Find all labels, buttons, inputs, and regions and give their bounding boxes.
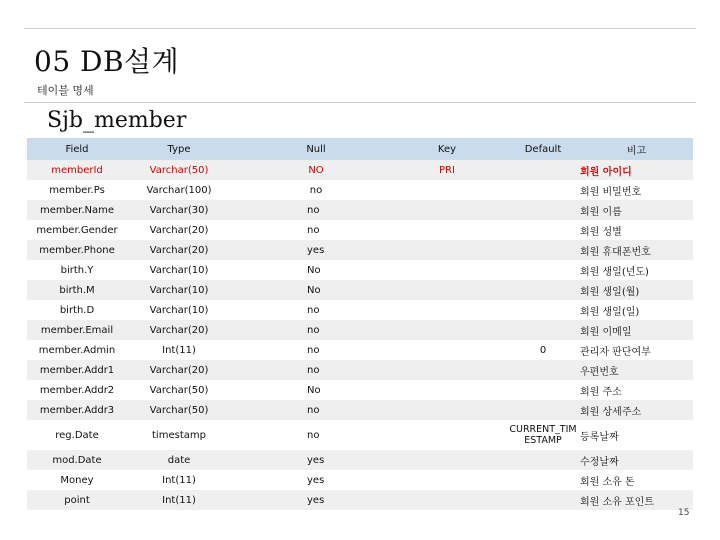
remarks-cell: 회원 상세주소	[580, 406, 642, 418]
type-cell: date	[167, 454, 191, 466]
header-key: Key	[437, 143, 457, 155]
table-header-row	[27, 138, 693, 160]
key-cell	[401, 340, 493, 360]
default-cell	[493, 470, 593, 490]
table-row	[27, 400, 693, 420]
null-cell: no	[309, 184, 323, 196]
key-cell	[401, 320, 493, 340]
type-cell: Varchar(10)	[149, 304, 209, 316]
type-cell: Varchar(20)	[149, 364, 209, 376]
remarks-cell: 회원 아이디	[580, 166, 632, 178]
table-row	[27, 450, 693, 470]
type-cell: Varchar(20)	[149, 324, 209, 336]
table-row	[27, 160, 693, 180]
key-cell	[401, 240, 493, 260]
remarks-cell: 등록날짜	[580, 431, 619, 443]
default-cell	[493, 400, 593, 420]
type-cell: Int(11)	[162, 494, 196, 506]
key-cell	[401, 470, 493, 490]
table-row	[27, 300, 693, 320]
field-cell: member.Addr1	[39, 364, 115, 376]
key-cell	[401, 420, 493, 450]
default-cell: CURRENT_TIMESTAMP	[509, 424, 577, 446]
remarks-cell: 회원 휴대폰번호	[580, 246, 651, 258]
default-cell	[493, 380, 593, 400]
field-cell: birth.M	[59, 284, 95, 296]
type-cell: Varchar(50)	[149, 404, 209, 416]
page-number: 15	[678, 508, 690, 518]
header-type: Type	[167, 143, 191, 155]
key-cell	[401, 300, 493, 320]
field-cell: Money	[60, 474, 94, 486]
key-cell	[401, 450, 493, 470]
table-row	[27, 360, 693, 380]
table-row	[27, 240, 693, 260]
table-row	[27, 420, 693, 450]
field-cell: reg.Date	[55, 429, 99, 441]
key-cell	[401, 220, 493, 240]
header-remarks: 비고	[626, 145, 647, 157]
default-cell	[493, 360, 593, 380]
default-cell	[493, 280, 593, 300]
default-cell	[493, 220, 593, 240]
null-cell: No	[307, 384, 321, 396]
type-cell: Varchar(100)	[146, 184, 212, 196]
remarks-cell: 회원 성별	[580, 226, 622, 238]
null-cell: yes	[307, 244, 325, 256]
type-cell: Varchar(20)	[149, 224, 209, 236]
remarks-cell: 수정날짜	[580, 456, 619, 468]
type-cell: Int(11)	[162, 474, 196, 486]
type-cell: Varchar(30)	[149, 204, 209, 216]
table-row	[27, 380, 693, 400]
null-cell: no	[307, 224, 320, 236]
type-cell: Varchar(20)	[149, 244, 209, 256]
section-divider	[24, 102, 696, 103]
header-null: Null	[306, 143, 326, 155]
table-row	[27, 180, 693, 200]
field-cell: birth.D	[59, 304, 95, 316]
field-cell: member.Ps	[49, 184, 105, 196]
default-cell: 0	[539, 344, 547, 356]
default-cell	[493, 160, 593, 180]
table-row	[27, 490, 693, 510]
remarks-cell: 회원 생일(일)	[580, 306, 640, 318]
null-cell: no	[307, 429, 320, 441]
null-cell: no	[307, 404, 320, 416]
header-field: Field	[65, 143, 89, 155]
table-row	[27, 340, 693, 360]
remarks-cell: 회원 주소	[580, 386, 622, 398]
key-cell	[401, 200, 493, 220]
type-cell: Varchar(50)	[149, 164, 209, 176]
null-cell: no	[307, 344, 320, 356]
default-cell	[493, 300, 593, 320]
field-cell: member.Addr2	[39, 384, 115, 396]
table-row	[27, 280, 693, 300]
null-cell: NO	[308, 164, 324, 176]
default-cell	[493, 180, 593, 200]
field-cell: member.Admin	[38, 344, 116, 356]
null-cell: no	[307, 204, 320, 216]
null-cell: yes	[307, 494, 325, 506]
field-cell: memberId	[51, 164, 103, 176]
default-cell	[493, 320, 593, 340]
type-cell: Varchar(50)	[149, 384, 209, 396]
field-cell: mod.Date	[52, 454, 102, 466]
table-row	[27, 220, 693, 240]
key-cell	[401, 280, 493, 300]
key-cell	[401, 400, 493, 420]
default-cell	[493, 240, 593, 260]
type-cell: Varchar(10)	[149, 284, 209, 296]
table-row	[27, 470, 693, 490]
remarks-cell: 회원 이름	[580, 206, 622, 218]
null-cell: no	[307, 304, 320, 316]
default-cell	[493, 260, 593, 280]
default-cell	[493, 450, 593, 470]
type-cell: Varchar(10)	[149, 264, 209, 276]
remarks-cell: 회원 소유 돈	[580, 476, 635, 488]
null-cell: yes	[307, 454, 325, 466]
table-row	[27, 260, 693, 280]
remarks-cell: 회원 소유 포인트	[580, 496, 654, 508]
remarks-cell: 관리자 판단여부	[580, 346, 651, 358]
field-cell: member.Gender	[36, 224, 118, 236]
slide-subtitle: 테이블 명세	[37, 84, 94, 97]
type-cell: timestamp	[152, 429, 206, 441]
key-cell	[401, 180, 493, 200]
schema-table	[27, 138, 693, 510]
null-cell: No	[307, 264, 321, 276]
field-cell: member.Email	[40, 324, 114, 336]
field-cell: member.Phone	[39, 244, 115, 256]
key-cell	[401, 260, 493, 280]
key-cell: PRI	[439, 164, 455, 176]
type-cell: Int(11)	[162, 344, 196, 356]
slide-title: 05 DB설계	[34, 45, 180, 78]
top-divider	[24, 28, 696, 29]
field-cell: birth.Y	[60, 264, 94, 276]
null-cell: no	[307, 324, 320, 336]
key-cell	[401, 380, 493, 400]
table-row	[27, 320, 693, 340]
default-cell	[493, 200, 593, 220]
field-cell: member.Name	[39, 204, 114, 216]
remarks-cell: 우편번호	[580, 366, 619, 378]
remarks-cell: 회원 생일(년도)	[580, 266, 649, 278]
table-row	[27, 200, 693, 220]
null-cell: no	[307, 364, 320, 376]
field-cell: point	[64, 494, 90, 506]
key-cell	[401, 490, 493, 510]
table-name: Sjb_member	[47, 108, 187, 133]
remarks-cell: 회원 이메일	[580, 326, 632, 338]
remarks-cell: 회원 생일(월)	[580, 286, 640, 298]
key-cell	[401, 360, 493, 380]
null-cell: yes	[307, 474, 325, 486]
field-cell: member.Addr3	[39, 404, 115, 416]
remarks-cell: 회원 비밀번호	[580, 186, 642, 198]
header-default: Default	[524, 143, 562, 155]
null-cell: No	[307, 284, 321, 296]
default-cell	[493, 490, 593, 510]
